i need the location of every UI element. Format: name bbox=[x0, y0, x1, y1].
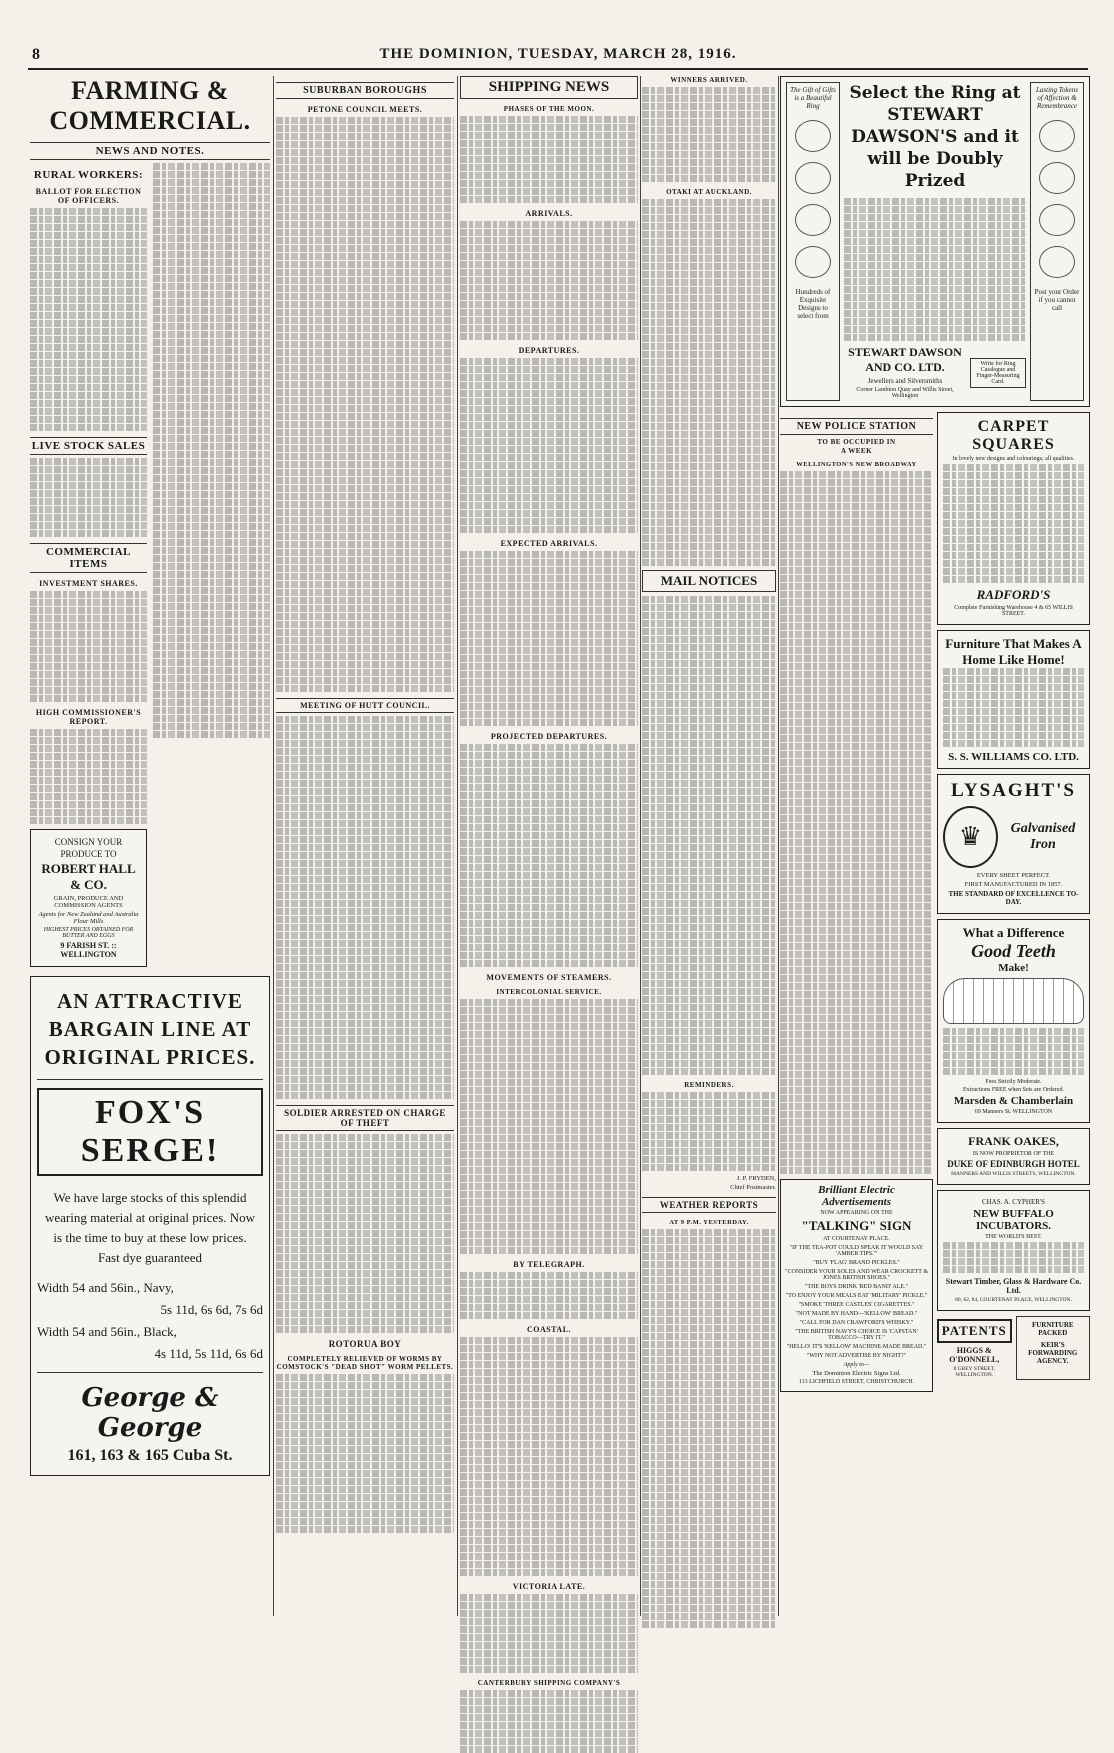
ring-firm-name: STEWART DAWSON AND CO. LTD. bbox=[848, 345, 962, 374]
marsden-dental-ad bbox=[937, 919, 1090, 1123]
winners-arrived-heading: WINNERS ARRIVED. bbox=[670, 76, 748, 84]
lysaght-standard: THE STANDARD OF EXCELLENCE TO-DAY. bbox=[948, 890, 1079, 906]
electric-apply: Apply to— bbox=[843, 1362, 870, 1368]
police-station-heading: NEW POLICE STATION bbox=[780, 418, 933, 435]
telegraph-list bbox=[460, 1272, 638, 1319]
serge-navy-label: Width 54 and 56in., Navy, bbox=[37, 1280, 174, 1295]
electric-heading: Brilliant Electric Advertisements bbox=[818, 1184, 895, 1208]
page-number: 8 bbox=[32, 46, 40, 63]
radford-name: RADFORD'S bbox=[976, 587, 1051, 602]
ad-row bbox=[937, 1316, 1090, 1380]
ad-firm-name: ROBERT HALL & CO. bbox=[41, 861, 136, 892]
by-telegraph-heading: BY TELEGRAPH. bbox=[513, 1260, 585, 1269]
hutt-council-heading: MEETING OF HUTT COUNCIL. bbox=[276, 698, 454, 713]
commercial-items-heading: COMMERCIAL ITEMS bbox=[30, 543, 147, 573]
weather-subheading: AT 9 P.M. YESTERDAY. bbox=[669, 1219, 749, 1226]
article-body bbox=[642, 199, 776, 566]
electric-address: 113 LICHFIELD STREET, CHRISTCHURCH. bbox=[798, 1379, 915, 1385]
ring-gift-panel bbox=[786, 82, 840, 401]
high-commissioner-heading: HIGH COMMISSIONER'S REPORT. bbox=[35, 708, 142, 726]
lysaght-tagline: EVERY SHEET PERFECT. bbox=[976, 872, 1051, 879]
column-suburban bbox=[276, 76, 454, 1616]
slogan-item: "TO ENJOY YOUR MEALS EAT 'MILITARY' PICKLE." bbox=[785, 1293, 928, 1299]
steamer-movements-heading: MOVEMENTS OF STEAMERS. bbox=[486, 973, 612, 982]
column-advertisements bbox=[780, 76, 1090, 1616]
ring-tokens-panel bbox=[1030, 82, 1084, 401]
ring-headline: Select the Ring at STEWART DAWSON'S and it will be Doubly Prized bbox=[849, 83, 1021, 191]
patents-heading: PATENTS bbox=[937, 1319, 1012, 1343]
slogan-item: "WHY NOT ADVERTISE BY NIGHT?" bbox=[806, 1353, 907, 1359]
teeth-heading: What a Difference bbox=[962, 925, 1065, 940]
section-heading-farming: FARMING & COMMERCIAL. bbox=[49, 76, 251, 135]
slogan-item: "CONSIDER YOUR SOLES AND WEAR CROCKETT & JONES BRITISH SHOES." bbox=[785, 1269, 929, 1281]
moon-phases-heading: PHASES OF THE MOON. bbox=[503, 105, 595, 113]
keirs-firm: KEIR'S FORWARDING AGENCY. bbox=[1028, 1341, 1078, 1365]
ad-consign-line: CONSIGN YOUR bbox=[54, 837, 123, 847]
cypher-tagline: THE WORLD'S BEST. bbox=[985, 1234, 1042, 1240]
article-body bbox=[276, 716, 454, 1099]
ad-prices: HIGHEST PRICES OBTAINED FOR BUTTER AND EGGS bbox=[43, 927, 134, 939]
slogan-item: "THE BRITISH NAVY'S CHOICE IS 'CAPSTAN' TOBACCO—TRY IT." bbox=[795, 1329, 918, 1341]
oakes-subheading: IS NOW PROPRIETOR OF THE bbox=[972, 1151, 1055, 1157]
shipping-news-heading: SHIPPING NEWS bbox=[460, 76, 638, 99]
ad-body bbox=[943, 668, 1084, 747]
lysaght-ad bbox=[937, 774, 1090, 914]
mail-notices-heading: MAIL NOTICES bbox=[642, 570, 776, 592]
rural-workers-subheading: BALLOT FOR ELECTION OF OFFICERS. bbox=[35, 187, 142, 205]
column-shipping bbox=[460, 76, 638, 1687]
cypher-heading: CHAS. A. CYPHER'S bbox=[981, 1198, 1046, 1206]
slogan-item: "THE BOYS DRINK 'RED BAND' ALE." bbox=[804, 1284, 909, 1290]
serge-body: We have large stocks of this splendid wearing material at original prices. Now is the time to buy at these low prices. Fast dye guaranteed bbox=[44, 1190, 256, 1265]
ad-row bbox=[780, 412, 1090, 1397]
furniture-heading: Furniture That Makes A Home Like Home! bbox=[945, 636, 1082, 667]
article-body bbox=[642, 87, 776, 182]
canterbury-shipping-heading: CANTERBURY SHIPPING COMPANY'S bbox=[477, 1679, 621, 1687]
departures-heading: DEPARTURES. bbox=[518, 346, 580, 355]
serge-black-label: Width 54 and 56in., Black, bbox=[37, 1324, 177, 1339]
police-station-subheading: TO BE OCCUPIED IN bbox=[817, 438, 896, 446]
police-station-subheading: A WEEK bbox=[840, 447, 873, 455]
carpet-subheading: In lovely new designs and colourings; all qualities. bbox=[952, 456, 1075, 462]
electric-signs-ad bbox=[780, 1179, 933, 1392]
patents-address: 8 GREY STREET, WELLINGTON. bbox=[953, 1366, 995, 1378]
police-station-subheading: WELLINGTON'S NEW BROADWAY bbox=[796, 461, 917, 468]
slogan-item: "NOT MADE BY HAND—'KELLOW' BREAD." bbox=[795, 1311, 918, 1317]
george-george-address: 161, 163 & 165 Cuba St. bbox=[67, 1447, 233, 1464]
cypher-firm: Stewart Timber, Glass & Hardware Co. Ltd. bbox=[945, 1277, 1082, 1295]
teeth-firm: Marsden & Chamberlain bbox=[953, 1095, 1074, 1107]
keirs-forwarding-ad bbox=[1016, 1316, 1091, 1380]
stewart-dawson-ad bbox=[780, 76, 1090, 407]
ring-icon bbox=[795, 204, 831, 236]
article-body bbox=[460, 1594, 638, 1673]
ring-icon bbox=[1039, 120, 1075, 152]
ring-catalogue-box: Write for Ring Catalogue and Finger-Measuring Card. bbox=[970, 358, 1026, 388]
carpet-squares-ad bbox=[937, 412, 1090, 625]
teeth-address: 69 Manners St. WELLINGTON bbox=[974, 1109, 1053, 1115]
ring-tokens-title: Lasting Tokens of Affection & Remembrance bbox=[1036, 86, 1078, 110]
newspaper-title: THE DOMINION, TUESDAY, MARCH 28, 1916. bbox=[379, 46, 737, 62]
column-rule bbox=[778, 76, 779, 1616]
george-george-ad bbox=[30, 976, 270, 1476]
cypher-address: 80, 82, 84, COURTENAY PLACE, WELLINGTON. bbox=[955, 1297, 1072, 1303]
share-list bbox=[30, 591, 147, 702]
serge-headline: FOX'S SERGE! bbox=[37, 1088, 263, 1176]
coastal-heading: COASTAL. bbox=[526, 1325, 572, 1334]
article-body bbox=[30, 729, 147, 824]
article-body bbox=[276, 117, 454, 692]
intercolonial-list bbox=[460, 999, 638, 1254]
ad-description: GRAIN, PRODUCE AND COMMISSION AGENTS bbox=[53, 895, 124, 909]
slogan-list bbox=[785, 1245, 928, 1359]
ring-gift-title: The Gift of Gifts is a Beautiful Ring bbox=[790, 86, 836, 110]
teeth-fees: Fees Strictly Moderate. bbox=[985, 1079, 1042, 1085]
ring-icon bbox=[795, 120, 831, 152]
patents-firm: HIGGS & O'DONNELL, bbox=[949, 1346, 1000, 1364]
williams-furniture-ad bbox=[937, 630, 1090, 769]
article-body bbox=[30, 208, 147, 431]
carpet-heading: CARPET SQUARES bbox=[972, 418, 1055, 453]
slogan-item: "SMOKE 'THREE CASTLES' CIGARETTES." bbox=[798, 1302, 915, 1308]
live-stock-heading: LIVE STOCK SALES bbox=[30, 437, 147, 455]
ring-post-note: Post your Order if you cannot call bbox=[1034, 288, 1080, 312]
ring-firm-subtitle: Jewellers and Silversmiths bbox=[867, 377, 943, 385]
weather-reports-heading: WEATHER REPORTS bbox=[642, 1197, 776, 1213]
article-body bbox=[276, 1374, 454, 1533]
article-body bbox=[276, 1134, 454, 1333]
cypher-incubator-ad bbox=[937, 1190, 1090, 1311]
teeth-extractions: Extractions FREE when Sets are Ordered. bbox=[963, 1087, 1064, 1093]
lysaght-subheading: Galvanised Iron bbox=[1010, 821, 1076, 852]
arrivals-list bbox=[460, 221, 638, 340]
dentures-icon bbox=[943, 978, 1084, 1024]
postmaster-name: J. P. FRYDEN, bbox=[736, 1175, 776, 1182]
talking-sign-place: AT COURTENAY PLACE. bbox=[823, 1236, 890, 1242]
reminders-heading: REMINDERS. bbox=[684, 1081, 734, 1089]
article-body bbox=[460, 1690, 638, 1753]
market-report bbox=[153, 163, 270, 738]
investment-shares-heading: INVESTMENT SHARES. bbox=[39, 579, 138, 588]
patents-ad bbox=[937, 1316, 1012, 1380]
mail-notices-list bbox=[642, 596, 776, 1075]
column-mail-weather bbox=[642, 76, 776, 1616]
oakes-hotel: DUKE OF EDINBURGH HOTEL bbox=[947, 1159, 1080, 1169]
teeth-subheading: Good Teeth bbox=[971, 941, 1056, 961]
teeth-make: Make! bbox=[998, 962, 1029, 974]
article-body bbox=[642, 1092, 776, 1171]
column-rule bbox=[273, 76, 274, 1616]
ring-firm-address: Corner Lambton Quay and Willis Street, Wellington bbox=[856, 387, 954, 399]
george-george-logo: George & George bbox=[81, 1383, 219, 1443]
ring-icon bbox=[795, 246, 831, 278]
ring-icon bbox=[795, 162, 831, 194]
oakes-heading: FRANK OAKES, bbox=[968, 1134, 1059, 1148]
postmaster-title: Chief Postmaster. bbox=[730, 1184, 776, 1191]
arrivals-heading: ARRIVALS. bbox=[525, 209, 573, 218]
ring-main-panel bbox=[844, 82, 1026, 401]
ring-icon bbox=[1039, 204, 1075, 236]
ad-address: 9 FARISH ST. :: WELLINGTON bbox=[60, 941, 117, 959]
column-rule bbox=[640, 76, 641, 1616]
column-farming bbox=[30, 76, 270, 1616]
suburban-heading: SUBURBAN BOROUGHS bbox=[276, 82, 454, 99]
radford-address: Complete Furnishing Warehouse 4 & 65 WILLIS STREET. bbox=[954, 605, 1073, 617]
expected-arrivals-heading: EXPECTED ARRIVALS. bbox=[500, 539, 598, 548]
electric-firm: The Dominion Electric Signs Ltd. bbox=[812, 1370, 901, 1377]
ring-icon bbox=[1039, 162, 1075, 194]
intercolonial-heading: INTERCOLONIAL SERVICE. bbox=[496, 988, 602, 996]
slogan-item: "CALL FOR DAN CRAWFORD'S WHISKY." bbox=[799, 1320, 914, 1326]
slogan-item: "HELLO! IT'S 'KELLOW' MACHINE-MADE BREAD." bbox=[786, 1344, 927, 1350]
soldier-arrested-heading: SOLDIER ARRESTED ON CHARGE OF THEFT bbox=[276, 1105, 454, 1131]
slogan-item: "BUY 'FLAG' BRAND PICKLES." bbox=[813, 1260, 900, 1266]
robert-hall-ad bbox=[30, 829, 147, 967]
slogan-item: "IF THE TEA-POT COULD SPEAK IT WOULD SAY 'AMBER TIPS.'" bbox=[789, 1245, 924, 1257]
ring-designs-note: Hundreds of Exquisite Designs to select from bbox=[795, 288, 831, 320]
ring-icon bbox=[1039, 246, 1075, 278]
weather-list bbox=[642, 1229, 776, 1628]
victoria-late-heading: VICTORIA LATE. bbox=[512, 1582, 586, 1591]
projected-departures-list bbox=[460, 744, 638, 967]
coastal-list bbox=[460, 1337, 638, 1576]
moon-phases-table bbox=[460, 116, 638, 203]
rotorua-boy-heading: ROTORUA BOY bbox=[328, 1339, 402, 1349]
ad-consign-line: PRODUCE TO bbox=[60, 849, 117, 859]
serge-black-prices: 4s 11d, 5s 11d, 6s 6d bbox=[154, 1346, 263, 1361]
ad-body bbox=[844, 198, 1026, 341]
cypher-subheading: NEW BUFFALO INCUBATORS. bbox=[973, 1208, 1054, 1232]
ad-body bbox=[943, 464, 1084, 583]
police-station-article bbox=[780, 412, 933, 1397]
expected-arrivals-list bbox=[460, 551, 638, 726]
article-body bbox=[30, 458, 147, 537]
crown-icon: ♛ bbox=[943, 806, 998, 868]
ad-body bbox=[943, 1028, 1084, 1075]
bargain-headline: AN ATTRACTIVE BARGAIN LINE AT ORIGINAL PRICES. bbox=[44, 989, 256, 1069]
ad-stack-right bbox=[937, 412, 1090, 1397]
projected-departures-heading: PROJECTED DEPARTURES. bbox=[490, 732, 608, 741]
frank-oakes-ad bbox=[937, 1128, 1090, 1185]
lysaght-tagline: FIRST MANUFACTURED IN 1857. bbox=[964, 881, 1063, 888]
article-body bbox=[780, 471, 933, 1174]
news-and-notes-heading: NEWS AND NOTES. bbox=[30, 142, 270, 160]
ad-body bbox=[943, 1242, 1084, 1273]
masthead bbox=[28, 44, 1088, 70]
electric-now-appearing: NOW APPEARING ON THE bbox=[820, 1210, 893, 1216]
furniture-firm: S. S. WILLIAMS CO. LTD. bbox=[948, 751, 1079, 763]
rotorua-boy-subheading: COMPLETELY RELIEVED OF WORMS BY COMSTOCK'S "DEAD SHOT" WORM PELLETS. bbox=[276, 1355, 454, 1371]
serge-navy-prices: 5s 11d, 6s 6d, 7s 6d bbox=[160, 1302, 263, 1317]
rural-workers-heading: RURAL WORKERS: bbox=[33, 169, 144, 181]
petone-heading: PETONE COUNCIL MEETS. bbox=[307, 105, 423, 114]
otaki-heading: OTAKI AT AUCKLAND. bbox=[666, 188, 752, 196]
furniture-packed-heading: FURNITURE PACKED bbox=[1031, 1321, 1074, 1337]
ad-agents: Agents for New Zealand and Australia Flour Mills bbox=[38, 911, 139, 925]
column-rule bbox=[457, 76, 458, 1616]
oakes-address: MANNERS AND WILLIS STREETS, WELLINGTON. bbox=[951, 1171, 1076, 1177]
departures-list bbox=[460, 358, 638, 533]
lysaght-heading: LYSAGHT'S bbox=[950, 780, 1076, 801]
talking-sign-title: "TALKING" SIGN bbox=[801, 1218, 912, 1233]
